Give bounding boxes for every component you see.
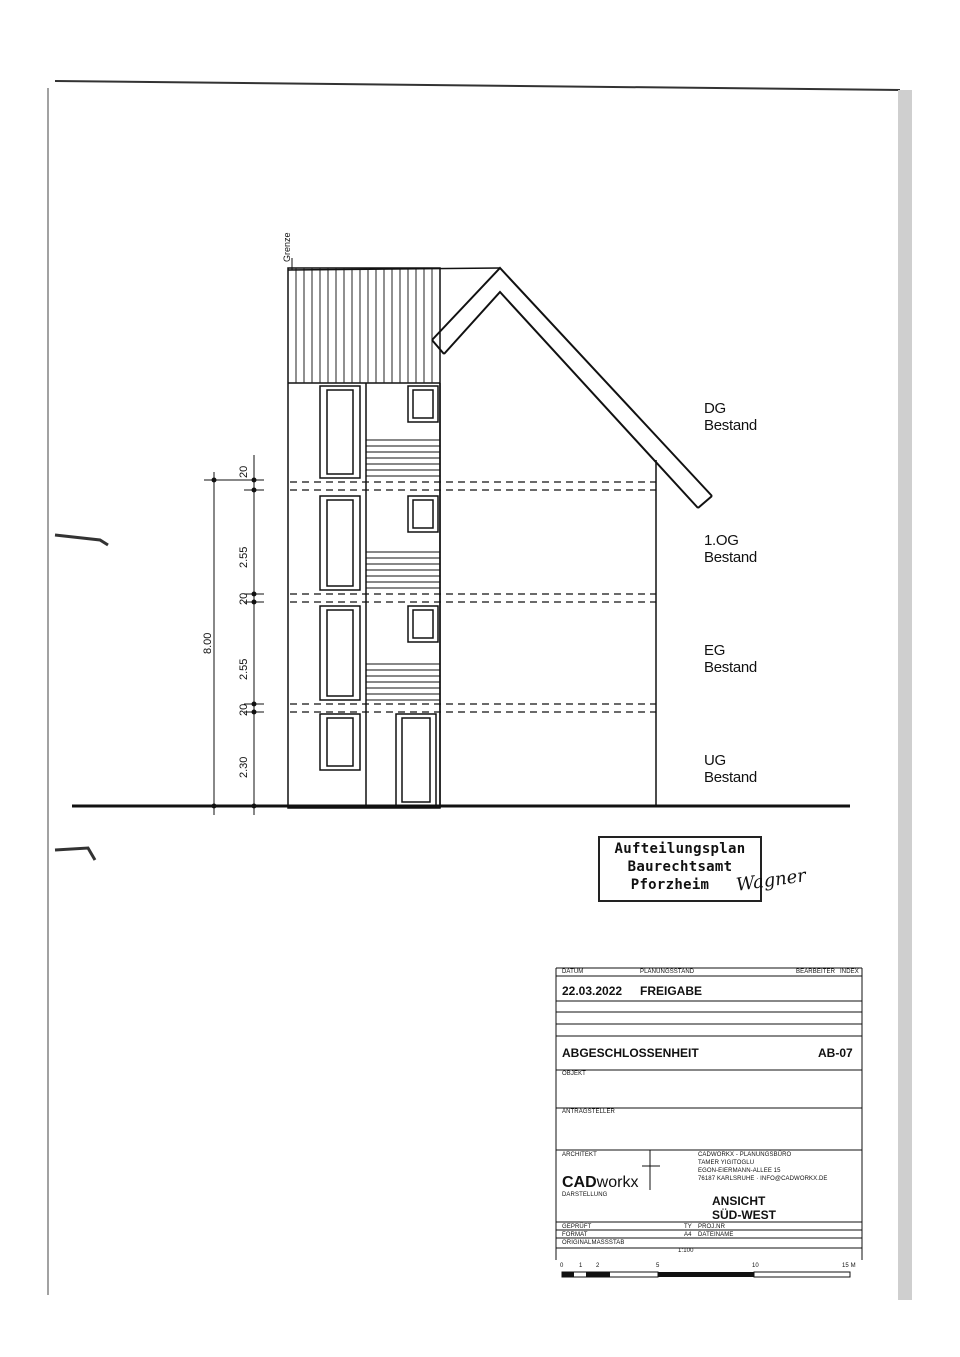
dimension-segment: 2.55	[238, 546, 250, 568]
architekt-label: ARCHITEKT	[562, 1152, 597, 1158]
dimension-total: 8.00	[202, 632, 214, 654]
architect-line: EGON-EIERMANN-ALLEE 15	[698, 1168, 781, 1174]
scale-tick: 2	[596, 1263, 600, 1269]
dimension-segment: 2.55	[238, 658, 250, 680]
project-code: AB-07	[818, 1046, 853, 1060]
project-name: ABGESCHLOSSENHEIT	[562, 1046, 699, 1060]
dimension-segment: 20	[238, 703, 250, 716]
geprueft-value: TY	[684, 1224, 692, 1230]
scale-tick: 0	[560, 1263, 564, 1269]
scale-tick: 5	[656, 1263, 660, 1269]
format-value: A4	[684, 1232, 692, 1238]
darstellung-label: DARSTELLUNG	[562, 1192, 608, 1198]
dimension-segment: 2.30	[238, 756, 250, 778]
header-index: INDEX	[840, 969, 859, 975]
cadworkx-logo: CADworkx	[562, 1174, 639, 1191]
plan-date: 22.03.2022	[562, 984, 623, 998]
architect-line: TAMER YIGITOGLU	[698, 1160, 755, 1166]
boundary-label: Grenze	[282, 232, 292, 262]
objekt-label: OBJEKT	[562, 1071, 586, 1077]
projnr-label: PROJ.NR	[698, 1224, 726, 1230]
dateiname-label: DATEINAME	[698, 1232, 734, 1238]
header-bearbeiter: BEARBEITER	[796, 969, 836, 975]
format-label: FORMAT	[562, 1232, 588, 1238]
scale-tick: 1	[579, 1263, 583, 1269]
architect-line: 76187 KARLSRUHE · INFO@CADWORKX.DE	[698, 1176, 828, 1182]
antragsteller-label: ANTRAGSTELLER	[562, 1109, 615, 1115]
dimension-segment: 20	[238, 592, 250, 605]
level-label-eg: EG Bestand	[704, 642, 757, 676]
massstab-label: ORIGINALMASSSTAB	[562, 1240, 625, 1246]
level-label-1og: 1.OG Bestand	[704, 532, 757, 566]
geprueft-label: GEPRÜFT	[562, 1224, 592, 1230]
header-planungsstand: PLANUNGSSTAND	[640, 969, 695, 975]
signature: Wagner	[734, 865, 808, 896]
architect-line: CADWORKX - PLANUNGSBÜRO	[698, 1152, 792, 1158]
header-datum: DATUM	[562, 969, 584, 975]
scale-tick: 10	[752, 1263, 759, 1269]
plan-status: FREIGABE	[640, 984, 703, 998]
approval-stamp: Aufteilungsplan Baurechtsamt Pforzheim	[598, 836, 762, 902]
massstab-value: 1:100	[678, 1248, 694, 1254]
level-label-ug: UG Bestand	[704, 752, 757, 786]
view-title: ANSICHT	[712, 1194, 766, 1208]
level-label-dg: DG Bestand	[704, 400, 757, 434]
dimension-segment: 20	[238, 465, 250, 478]
scale-tick: 15 M	[842, 1263, 856, 1269]
view-subtitle: SÜD-WEST	[712, 1208, 776, 1222]
